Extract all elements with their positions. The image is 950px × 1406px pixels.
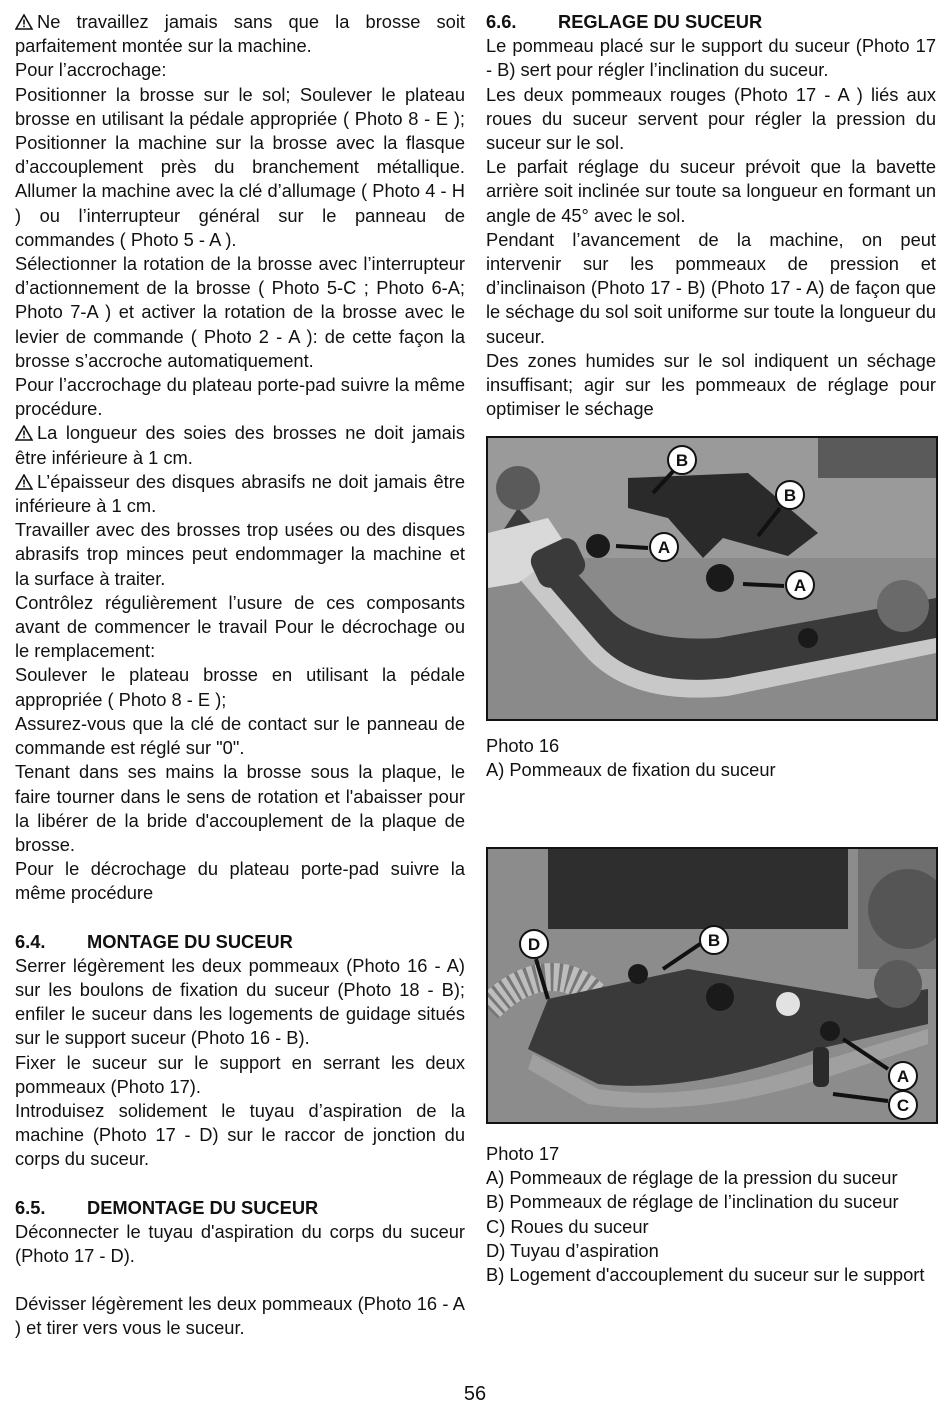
paragraph: Déconnecter le tuyau d'aspiration du corps du suceur (Photo 17 - D). bbox=[15, 1220, 465, 1266]
paragraph: Travailler avec des brosses trop usées ou des disques abrasifs trop minces peut endommager la machine et la surface à traiter. bbox=[15, 519, 465, 589]
right-column bbox=[486, 10, 936, 421]
warning-paragraph bbox=[15, 421, 465, 469]
photo-17-caption bbox=[486, 1142, 924, 1287]
svg-text:A: A bbox=[657, 538, 671, 557]
photo-17-label-b bbox=[700, 926, 728, 954]
warning-paragraph bbox=[15, 10, 465, 58]
paragraph: Introduisez solidement le tuyau d’aspiration de la machine (Photo 17 - D) sur le raccor de jonction du corps du suceur. bbox=[15, 1099, 465, 1170]
photo-16-label-a-1 bbox=[650, 533, 678, 561]
svg-text:B: B bbox=[707, 931, 721, 950]
svg-text:D: D bbox=[527, 935, 541, 954]
photo-16-label-b-2 bbox=[776, 481, 804, 509]
paragraph: Pendant l’avancement de la machine, on peut intervenir sur les pommeaux de pression et d’inclinaison (Photo 17 - B) (Photo 17 - A) de façon que le séchage du sol soit uniforme sur toute la longueur du suceur. bbox=[486, 228, 936, 347]
paragraph: Pour le décrochage du plateau porte-pad suivre la même procédure bbox=[15, 858, 465, 904]
svg-text:B: B bbox=[675, 451, 689, 470]
paragraph: Dévisser légèrement les deux pommeaux (Photo 16 - A ) et tirer vers vous le suceur. bbox=[15, 1293, 465, 1339]
left-column bbox=[15, 10, 465, 1341]
warning-text: L’épaisseur des disques abrasifs ne doit jamais être inférieure à 1 cm. bbox=[15, 470, 465, 517]
svg-text:A: A bbox=[793, 576, 807, 595]
section-number: 6.4. bbox=[15, 930, 46, 952]
warning-triangle-icon bbox=[15, 474, 33, 490]
paragraph: Fixer le suceur sur le support en serrant les deux pommeaux (Photo 17). bbox=[15, 1051, 465, 1097]
warning-paragraph bbox=[15, 470, 465, 518]
photo-16-label-b-1 bbox=[668, 446, 696, 474]
paragraph: Serrer légèrement les deux pommeaux (Photo 16 - A) sur les boulons de fixation du suceur (Photo 18 - B); enfiler le suceur dans les logements de guidage situés sur le support suceur (Photo 16 - B). bbox=[15, 954, 465, 1049]
svg-text:A: A bbox=[896, 1067, 910, 1086]
photo-16-illustration bbox=[488, 438, 936, 719]
photo-17-illustration bbox=[488, 849, 936, 1122]
paragraph: Sélectionner la rotation de la brosse avec l’interrupteur d’actionnement de la brosse ( Photo 5-C ; Photo 6-A; Photo 7-A ) et activer la rotation de la brosse avec le levier de commande ( Photo 2 - A ): de cette façon la brosse s’accroche automatiquement. bbox=[15, 253, 465, 371]
paragraph: Assurez-vous que la clé de contact sur le panneau de commande est réglé sur "0". bbox=[15, 712, 465, 759]
photo-16-label-a-2 bbox=[786, 571, 814, 599]
paragraph: Des zones humides sur le sol indiquent un séchage insuffisant; agir sur les pommeaux de réglage pour optimiser le séchage bbox=[486, 349, 936, 420]
section-number: 6.6. bbox=[486, 11, 517, 32]
paragraph: Contrôlez régulièrement l’usure de ces composants avant de commencer le travail Pour le décrochage ou le remplacement: bbox=[15, 591, 465, 662]
caption-title: Photo 16 bbox=[486, 735, 560, 756]
warning-text: La longueur des soies des brosses ne doit jamais être inférieure à 1 cm. bbox=[15, 422, 465, 468]
photo-16-caption bbox=[486, 734, 776, 782]
caption-line: A) Pommeaux de réglage de la pression du suceur bbox=[486, 1167, 898, 1189]
section-title: MONTAGE DU SUCEUR bbox=[87, 930, 293, 952]
section-title: REGLAGE DU SUCEUR bbox=[558, 11, 763, 32]
svg-text:B: B bbox=[783, 486, 797, 505]
paragraph: Soulever le plateau brosse en utilisant la pédale appropriée ( Photo 8 - E ); bbox=[15, 664, 465, 710]
photo-16 bbox=[486, 436, 938, 721]
paragraph: Le pommeau placé sur le support du suceur (Photo 17 - B) sert pour régler l’inclination du suceur. bbox=[486, 35, 936, 81]
caption-line: D) Tuyau d’aspiration bbox=[486, 1239, 659, 1261]
paragraph-gap bbox=[15, 1268, 465, 1292]
paragraph: Pour l’accrochage du plateau porte-pad suivre la même procédure. bbox=[15, 374, 465, 420]
section-title: DEMONTAGE DU SUCEUR bbox=[87, 1196, 319, 1218]
caption-line: C) Roues du suceur bbox=[486, 1215, 649, 1237]
caption-line: B) Pommeaux de réglage de l’inclination du suceur bbox=[486, 1191, 899, 1213]
paragraph: Le parfait réglage du suceur prévoit que la bavette arrière soit inclinée sur toute sa longueur en formant un angle de 45° avec le sol. bbox=[486, 156, 936, 226]
svg-text:C: C bbox=[896, 1096, 910, 1115]
section-heading-6-4 bbox=[15, 930, 465, 954]
photo-17-label-d bbox=[520, 930, 548, 958]
warning-triangle-icon bbox=[15, 425, 33, 441]
warning-triangle-icon bbox=[15, 14, 33, 30]
paragraph: Les deux pommeaux rouges (Photo 17 - A ) liés aux roues du suceur servent pour régler la pression du suceur sur le sol. bbox=[486, 83, 936, 154]
section-heading-6-6 bbox=[486, 10, 936, 34]
caption-line: A) Pommeaux de fixation du suceur bbox=[486, 759, 776, 781]
photo-17-label-a bbox=[889, 1062, 917, 1090]
caption-title: Photo 17 bbox=[486, 1143, 560, 1164]
paragraph: Tenant dans ses mains la brosse sous la plaque, le faire tourner dans le sens de rotation et l'abaisser pour la libérer de la bride d'accouplement de la plaque de brosse. bbox=[15, 761, 465, 855]
section-heading-6-5 bbox=[15, 1196, 465, 1220]
photo-17-label-c bbox=[889, 1091, 917, 1119]
section-number: 6.5. bbox=[15, 1196, 46, 1218]
page-number: 56 bbox=[463, 1383, 487, 1405]
warning-text: Ne travaillez jamais sans que la brosse soit parfaitement montée sur la machine. bbox=[15, 11, 465, 57]
photo-17 bbox=[486, 847, 938, 1124]
paragraph: Pour l’accrochage: bbox=[15, 59, 167, 81]
paragraph: Positionner la brosse sur le sol; Soulever le plateau brosse en utilisant la pédale appropriée ( Photo 8 - E ); Positionner la machine sur la brosse avec la flasque d’accouplement près du branchement métallique. Allumer la machine avec la clé d’allumage ( Photo 4 - H ) ou l’interrupteur général sur le panneau de commandes ( Photo 5 - A ). bbox=[15, 83, 465, 250]
caption-line: B) Logement d'accouplement du suceur sur le support bbox=[486, 1264, 925, 1286]
